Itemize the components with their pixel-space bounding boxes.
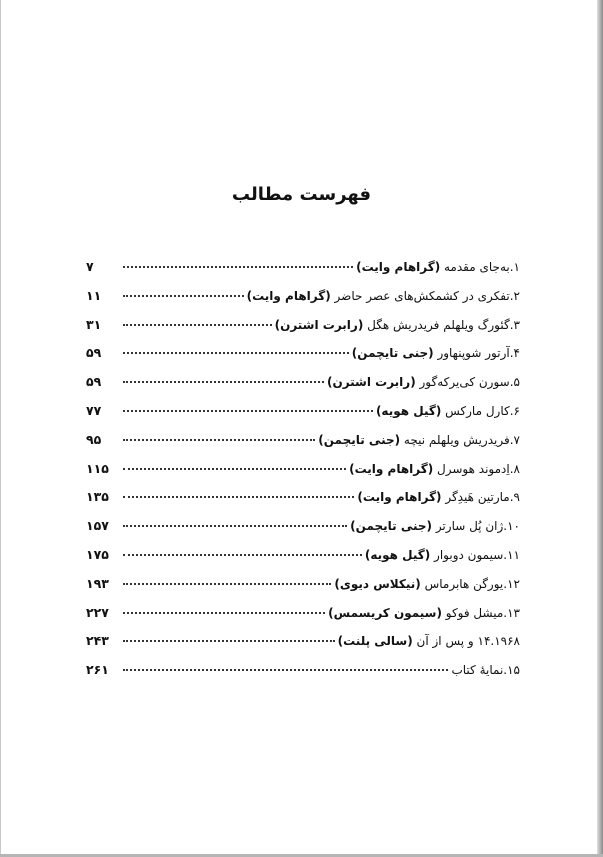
toc-entry-number: ۵. [509,375,520,390]
toc-entry-title [451,663,520,677]
dot-leader [123,265,353,268]
toc-entry-text: فریدریش ویلهلم نیچه [400,432,510,447]
toc-entry-11 [86,547,520,576]
toc-entry-3 [86,317,520,346]
dot-leader [123,380,324,383]
toc-entry-number: ۱۰. [503,519,520,534]
toc-entry-author: (جنی تایچمن) [318,432,401,447]
dot-leader [123,323,272,326]
toc-entry-author: (گراهام وایت) [246,288,331,303]
toc-entry-page-number: ۲۴۳ [86,633,109,649]
toc-entry-author: (گیل هویه) [375,403,442,418]
table-of-contents [86,259,520,691]
dot-leader [123,409,373,412]
toc-entry-title [352,346,520,360]
toc-entry-number: ۸. [509,461,520,476]
toc-entry-title [328,606,520,620]
toc-entry-page-number: ۱۳۵ [86,489,109,505]
toc-entry-title [357,490,520,504]
dot-leader [123,351,349,354]
toc-entry-page-number: ۷۷ [86,402,102,418]
toc-entry-text: گئورگ ویلهلم فریدریش هگل [363,317,510,332]
toc-entry-text: نمایهٔ کتاب [451,663,504,678]
toc-entry-page-number: ۳۱ [86,316,102,332]
toc-entry-title [376,404,520,418]
toc-entry-13 [86,605,520,634]
toc-entry-title [247,289,520,303]
toc-entry-6 [86,403,520,432]
toc-entry-page-number: ۷ [86,259,94,274]
toc-entry-title [350,519,520,533]
toc-entry-page-number: ۲۲۷ [86,604,109,620]
toc-entry-8 [86,461,520,490]
toc-entry-number: ۷. [509,432,520,447]
page-left-border [0,0,1,857]
toc-entry-text: ۱۹۶۸ و پس از آن [412,634,520,649]
dot-leader [123,611,325,614]
toc-entry-page-number: ۵۹ [86,374,102,390]
toc-entry-number: ۱۱. [503,547,520,562]
toc-entry-number: ۱۴. [477,634,495,649]
toc-entry-author: (گراهام وایت) [349,461,434,476]
toc-entry-number: ۱۲. [503,576,520,591]
toc-entry-text: میشل فوکو [441,605,504,620]
toc-entry-title [327,375,520,389]
toc-entry-author: (گراهام وایت) [357,490,442,505]
toc-entry-page-number: ۱۱۵ [86,460,109,476]
dot-leader [123,294,244,297]
toc-entry-title [318,433,520,447]
toc-entry-text: یورگن هابرماس [420,576,504,591]
toc-entry-7 [86,432,520,461]
toc-entry-text: کارل مارکس [441,403,510,418]
toc-entry-1 [86,259,520,288]
toc-entry-text: سورن کی‌یرکه‌گور [415,375,510,390]
toc-entry-text: سیمون دوبوار [430,547,504,562]
toc-entry-page-number: ۱۵۷ [86,518,109,534]
toc-entry-author: (نیکلاس دیوی) [334,576,421,591]
page-title: فهرست مطالب [231,184,372,206]
toc-entry-number: ۳. [509,317,520,332]
toc-entry-4 [86,345,520,374]
toc-entry-number: ۱۵. [503,663,520,678]
toc-entry-text: اِدموند هوسرل [433,461,510,476]
toc-entry-number: ۶. [509,403,520,418]
toc-entry-14 [86,633,520,662]
toc-entry-author: (رابرت اشترن) [326,375,416,390]
dot-leader [123,467,346,470]
toc-entry-number: ۴. [509,346,520,361]
dot-leader [123,524,347,527]
toc-entry-title [365,548,520,562]
toc-entry-title [275,318,520,332]
dot-leader [123,553,362,556]
toc-entry-text: تفکری در کشمکش‌های عصر حاضر [330,288,510,303]
toc-entry-12 [86,576,520,605]
dot-leader [123,438,315,441]
toc-entry-page-number: ۲۶۱ [86,662,109,678]
toc-entry-page-number: ۵۹ [86,345,102,361]
toc-entry-author: (سالی پلنت) [337,634,413,649]
toc-entry-number: ۹. [509,490,520,505]
toc-entry-text: آرتور شوپنهاور [433,346,510,361]
page-right-shadow [597,0,603,857]
toc-entry-2 [86,288,520,317]
dot-leader [123,668,448,671]
toc-entry-page-number: ۱۷۵ [86,546,109,562]
toc-entry-number: ۱۳. [503,605,520,620]
toc-entry-author: (سیمون کریسمس) [328,605,442,620]
toc-entry-page-number: ۱۱ [86,287,102,303]
toc-entry-title [338,634,520,648]
toc-entry-15 [86,662,520,691]
dot-leader [123,495,354,498]
toc-entry-number: ۲. [509,288,520,303]
dot-leader [123,582,331,585]
toc-entry-title [349,462,520,476]
toc-entry-author: (گراهام وایت) [356,260,441,274]
toc-entry-author: (رابرت اشترن) [274,317,364,332]
toc-entry-author: (جنی تایچمن) [350,519,432,534]
toc-entry-page-number: ۱۹۳ [86,575,109,591]
toc-entry-9 [86,489,520,518]
toc-entry-page-number: ۹۵ [86,431,102,447]
toc-entry-text: ژان پُل سارتر [432,519,504,534]
toc-entry-text: مارتین هَیدِگر [441,490,510,505]
toc-entry-author: (گیل هویه) [364,547,431,562]
dot-leader [123,639,335,642]
toc-entry-title [356,260,520,274]
toc-entry-10 [86,518,520,547]
toc-entry-text: به‌جای مقدمه [440,260,510,274]
toc-entry-5 [86,374,520,403]
toc-entry-author: (جنی تایچمن) [351,346,434,361]
toc-entry-title [334,577,520,591]
toc-entry-number: ۱. [509,260,520,274]
